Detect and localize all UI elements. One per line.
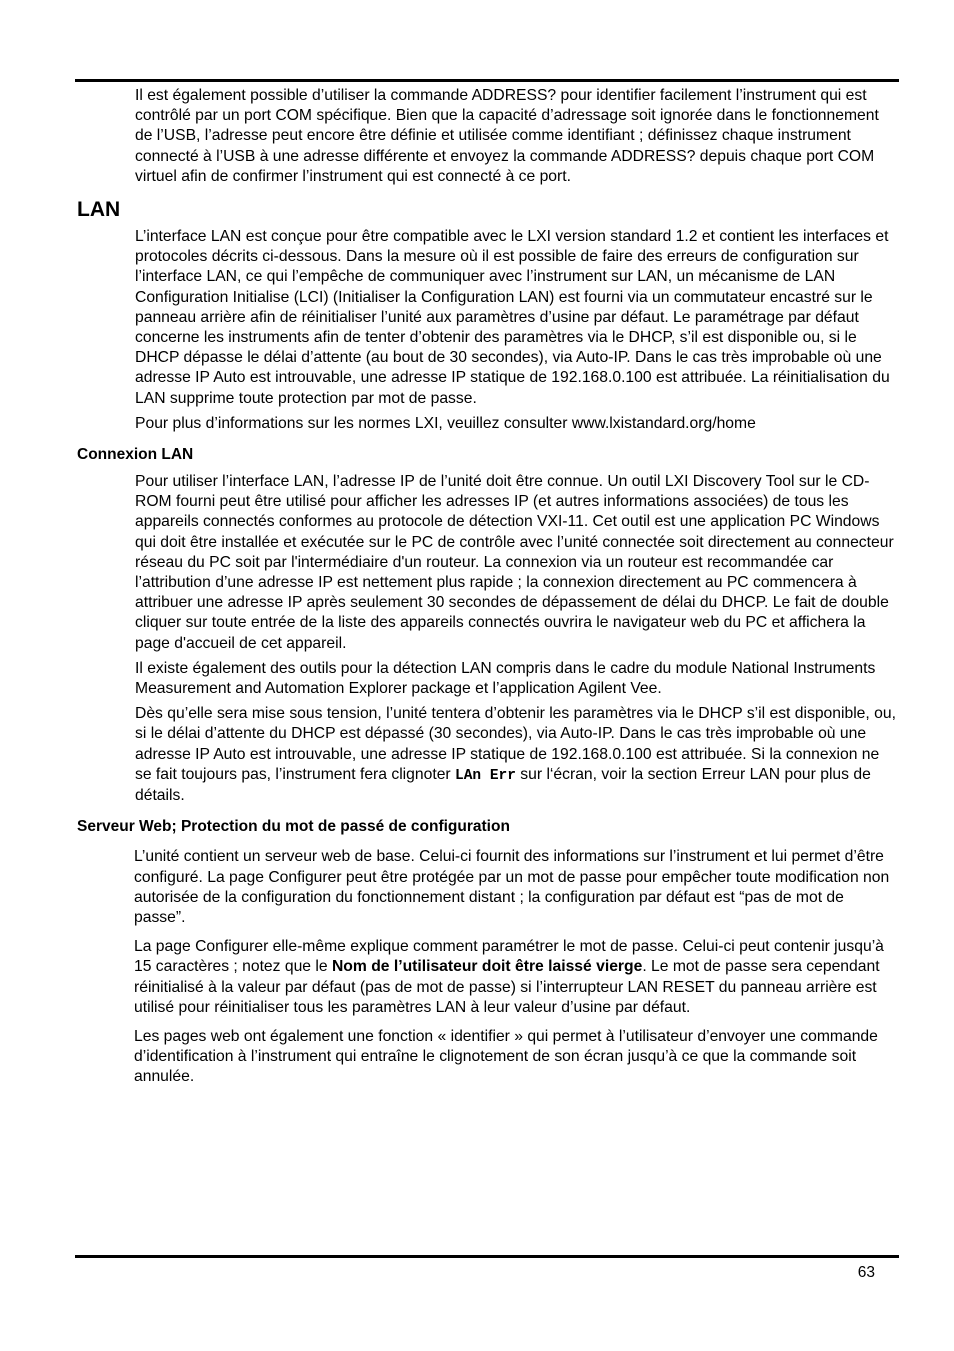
page-content [0,86,954,1088]
lan-paragraph-2: Pour plus d’informations sur les normes LXI, veuillez consulter www.lxistandard.org/home [135,414,756,432]
username-blank-note: Nom de l’utilisateur doit être laissé vierge [331,958,643,976]
footer-rule [75,1255,899,1258]
header-rule [75,79,899,82]
serveur-paragraph-2-text: La page Configurer elle-même explique comment paramétrer le mot de passe. Celui-ci peut contenir jusqu’à 15 caractères ; notez que le [134,938,884,976]
connexion-paragraph-3-text: Dès qu’elle sera mise sous tension, l’unité tentera d’obtenir les paramètres via le DHCP s’il est disponible, ou, si le délai d’attente du DHCP est dépassé (30 secondes), via Auto-IP. Dans le cas très improbable où une adresse IP Auto est introuvable, une adresse IP statique de 192.168.0.100 est attribuée. Si la connexion ne se fait toujours pas, l’instrument fera clignoter [135,705,896,783]
serveur-paragraph-1: L’unité contient un serveur web de base. Celui-ci fournit des informations sur l’instrument et lui permet d’être configuré. La page Configurer peut être protégée par un mot de passe pour empêcher toute modification non autorisée de la configuration du fonctionnement distant ; la configuration par défaut est “pas de mot de passe”. [134,848,890,926]
page-number: 63 [857,1264,875,1281]
connexion-paragraph-3-end: sur l‘écran, voir la section Erreur LAN pour plus de détails. [135,765,871,805]
subheading-connexion-lan: Connexion LAN [77,446,194,464]
serveur-paragraph-2 [134,937,898,1018]
lan-error-code: LAn Err [455,767,516,784]
subheading-serveur-web: Serveur Web; Protection du mot de passé de configuration [77,818,510,836]
serveur-paragraph-2-end: . Le mot de passe sera cependant réinitialisé à la valeur par défaut (pas de mot de passe) si l’interrupteur LAN RESET du panneau arrière est utilisé pour réinitialiser tous les paramètres LAN à leur valeur d’usine par défaut. [134,958,880,1016]
connexion-paragraph-2: Il existe également des outils pour la détection LAN compris dans le cadre du module National Instruments Measurement and Automation Explorer package et l’application Agilent Vee. [135,659,876,698]
intro-paragraph: Il est également possible d’utiliser la commande ADDRESS? pour identifier facilement l’instrument qui est contrôlé par un port COM spécifique. Bien que la capacité d’adressage soit ignorée dans le fonctionnement de l’USB, l’adresse peut encore être définie et utilisée comme identifiant ; définissez chaque instrument connecté à l’USB à une adresse différente et envoyez la commande ADDRESS? depuis chaque port COM virtuel afin de confirmer l’instrument qui est connecté à ce port. [135,87,879,185]
connexion-paragraph-3 [135,704,898,806]
serveur-paragraph-3: Les pages web ont également une fonction « identifier » qui permet à l’utilisateur d’envoyer une commande d’identification à l’instrument qui entraîne le clignotement de son écran jusqu’à ce que la commande soit annulée. [134,1027,878,1086]
connexion-paragraph-1: Pour utiliser l’interface LAN, l’adresse IP de l’unité doit être connue. Un outil LXI Discovery Tool sur le CD-ROM fourni peut être utilisé pour afficher les adresses IP (et autres informations associées) de tous les appareils connectés conformes au protocole de détection VXI-11. Cet outil est une application PC Windows qui doit être installée et exécutée sur le PC de contrôle avec l’unité connectée soit directement au connecteur réseau du PC soit par l'intermédiaire d'un routeur. La connexion via un routeur est recommandée car l’attribution d’une adresse IP est nettement plus rapide ; la connexion directement au PC commencera à attribuer une adresse IP après seulement 30 secondes de dépassement de délai du DHCP. Le fait de double cliquer sur toute entrée de la liste des appareils connectés ouvrira le navigateur web du PC et affichera la page d'accueil de cet appareil. [135,473,894,652]
section-heading-lan: LAN [77,198,121,222]
lan-paragraph-1: L’interface LAN est conçue pour être compatible avec le LXI version standard 1.2 et contient les interfaces et protocoles décrits ci-dessous. Dans la mesure où il est possible de faire des erreurs de configuration sur l’interface LAN, ce qui l’empêche de communiquer avec l’instrument sur LAN, un mécanisme de LAN Configuration Initialise (LCI) (Initialiser la Configuration LAN) est fourni via un commutateur encastré sur le panneau arrière afin de réinitialiser l’unité aux paramètres d’usine par défaut. Le paramétrage par défaut concerne les instruments afin de tenter d’obtenir des paramètres via le DHCP, s’il est disponible ou, si le DHCP dépasse le délai d’attente (au bout de 30 secondes), via Auto-IP. Dans le cas très improbable où une adresse IP Auto est introuvable, une adresse IP statique de 192.168.0.100 est attribuée. La réinitialisation du LAN supprime toute protection par mot de passe. [135,228,890,407]
